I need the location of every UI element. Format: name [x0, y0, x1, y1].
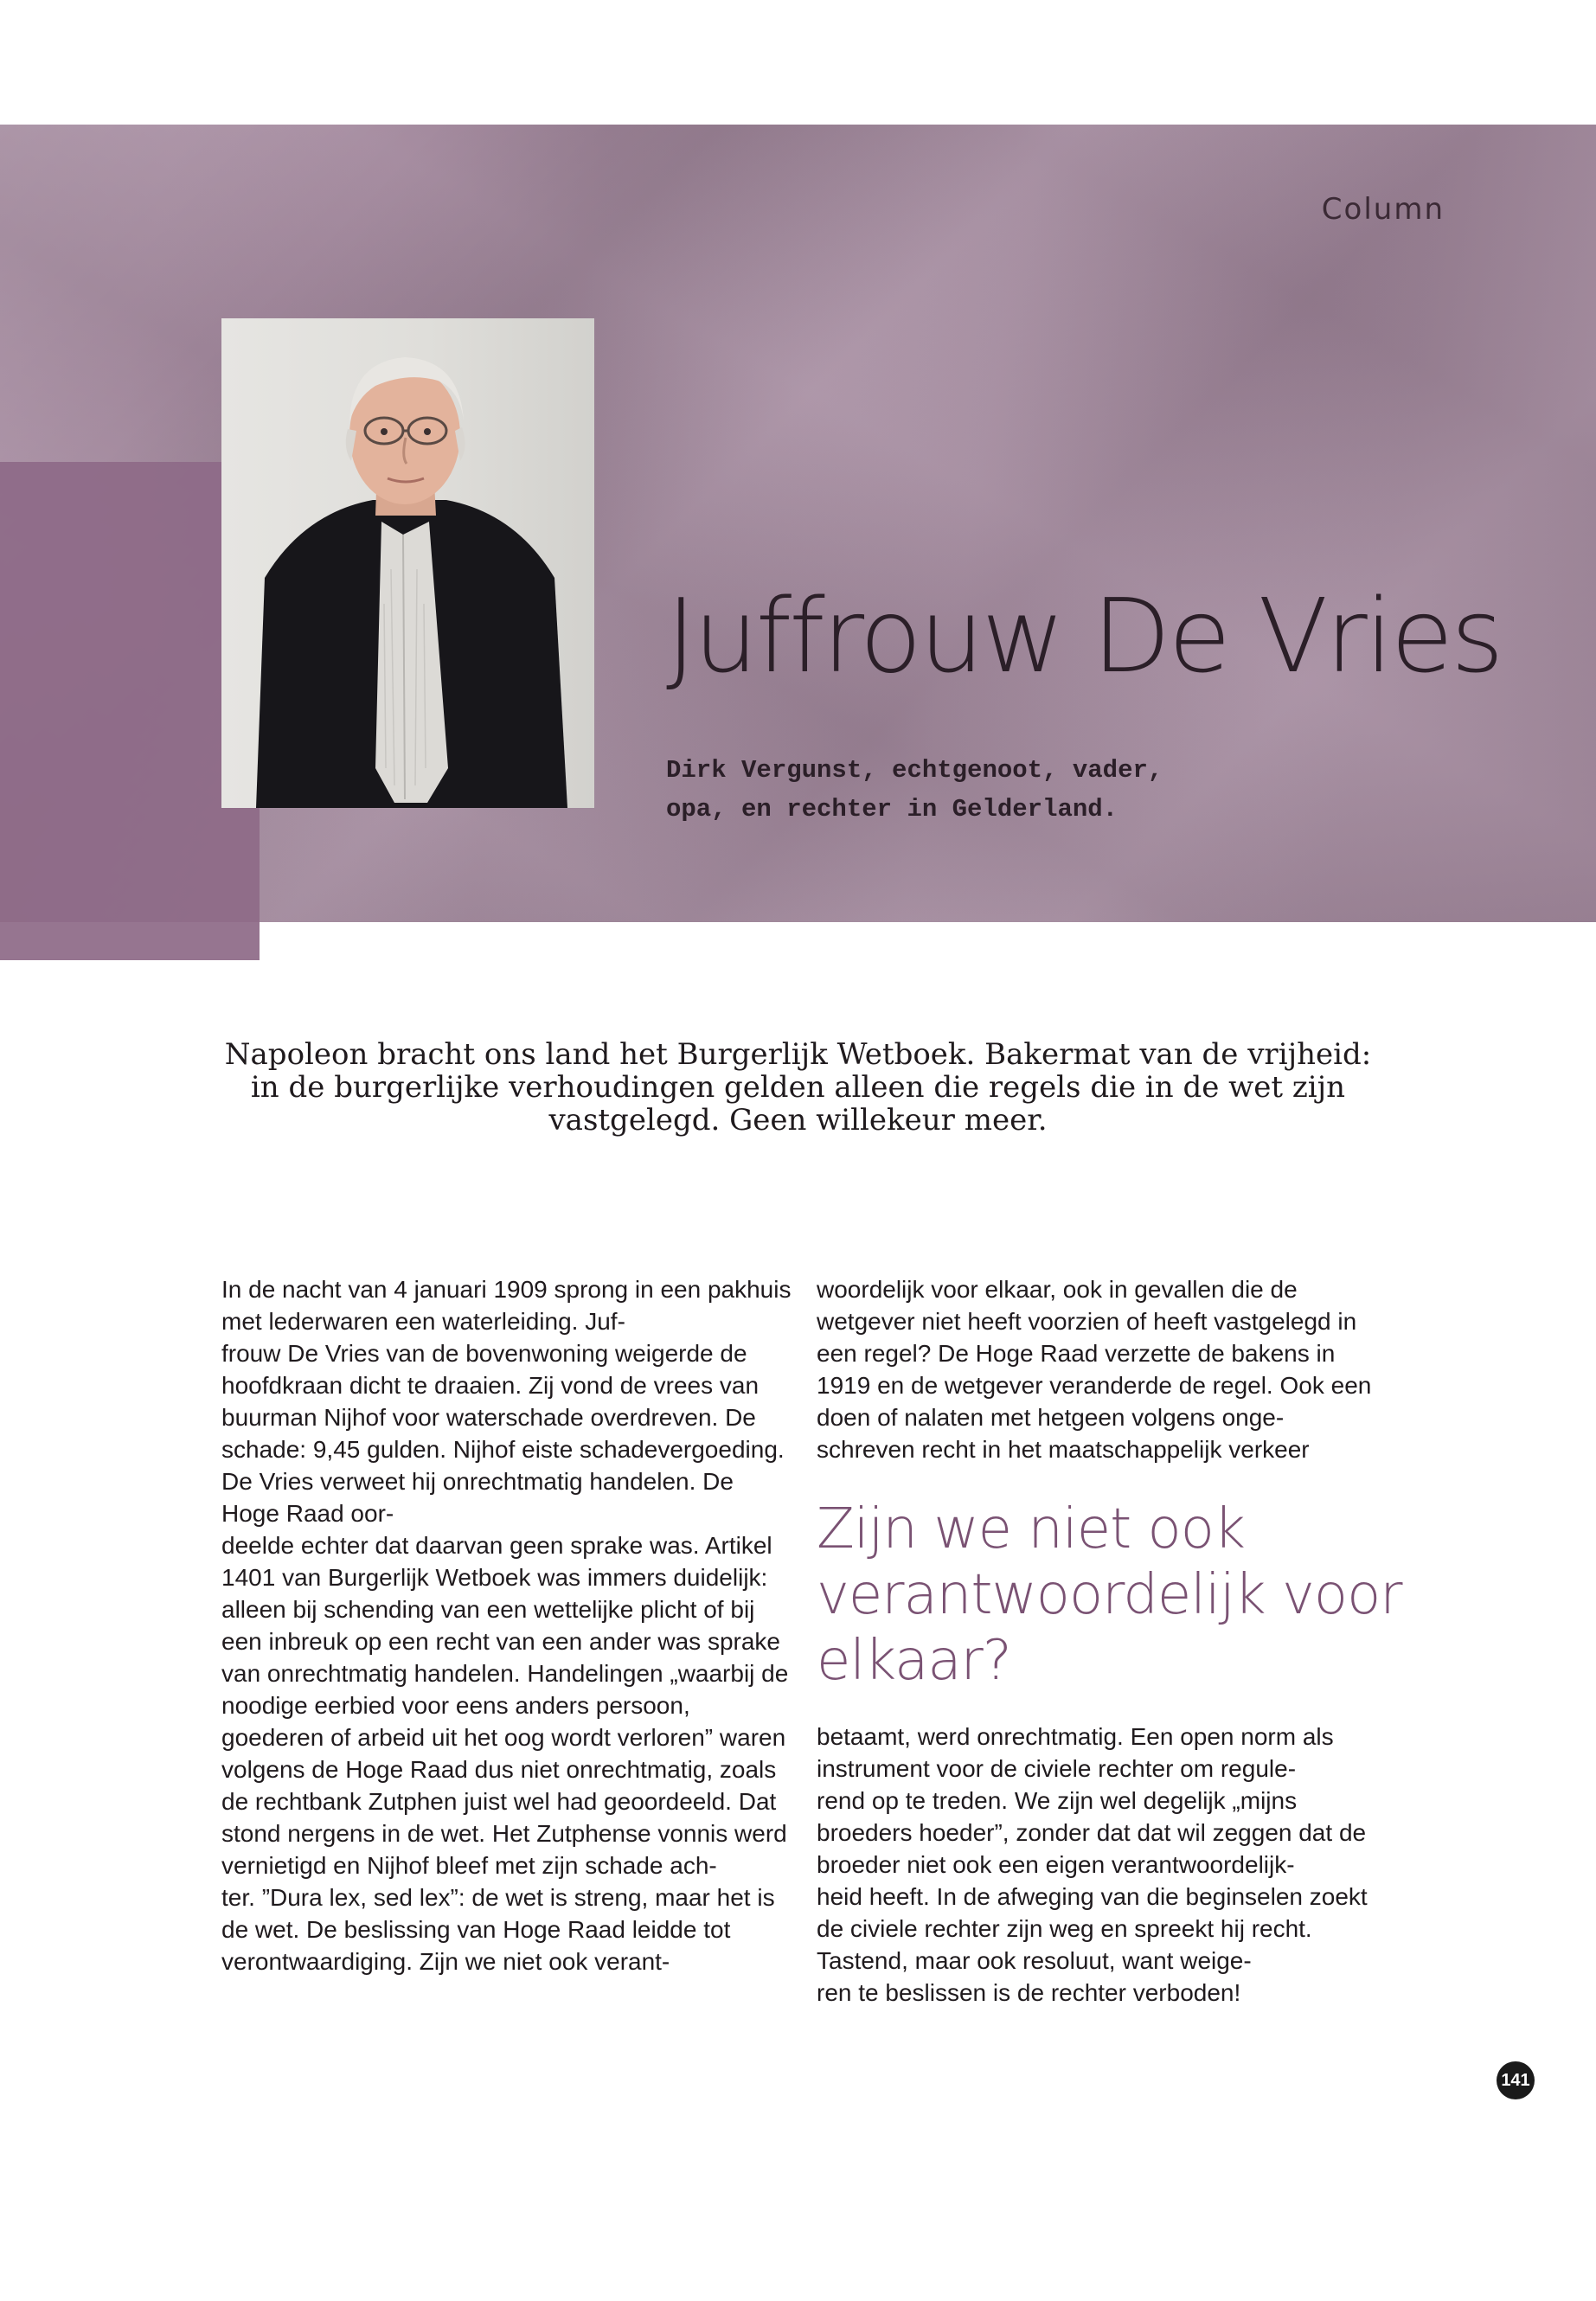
article-intro: Napoleon bracht ons land het Burgerlijk Wetboek. Bakermat van de vrijheid: in de burgerlijke verhoudingen gelden alleen die regels die in de wet zijn vastgelegd. Geen willekeur meer. — [224, 1037, 1372, 1138]
body-column-right-top: woordelijk voor elkaar, ook in gevallen die de wetgever niet heeft voorzien of heeft vastgelegd in een regel? De Hoge Raad verzette de bakens in 1919 en de wetgever veranderde de regel. Ook een doen of nalaten met hetgeen volgens onge- schreven recht in het maatschappelijk verkeer — [817, 1276, 1372, 1463]
article-title: Juffrouw De Vries — [666, 576, 1502, 695]
section-label: Column — [1321, 192, 1445, 227]
body-column-right-bottom: betaamt, werd onrechtmatig. Een open norm als instrument voor de civiele rechter om regule- rend op te treden. We zijn wel degelijk „mijns broeders hoeder”, zonder dat dat wil zeggen dat de broeder niet ook een eigen verantwoordelijk- heid heeft. In de afweging van die beginselen zoekt de civiele rechter zijn weg en spreekt hij recht. Tastend, maar ook resoluut, want weige- ren te beslissen is de rechter verboden! — [817, 1723, 1368, 2006]
body-column-left: In de nacht van 4 januari 1909 sprong in een pakhuis met lederwaren een waterleiding. Juf- frouw De Vries van de bovenwoning weigerde de hoofdkraan dicht te draaien. Zij vond de vrees van buurman Nijhof voor waterschade overdreven. De schade: 9,45 gulden. Nijhof eiste schadevergoeding. De Vries verweet hij onrechtmatig handelen. De Hoge Raad oor- deelde echter dat daarvan geen sprake was. Artikel 1401 van Burgerlijk Wetboek was immers duidelijk: alleen bij schending van een wettelijke plicht of bij een inbreuk op een recht van een ander was sprake van onrechtmatig handelen. Handelingen „waarbij de noodige eerbied voor eens anders persoon, goederen of arbeid uit het oog wordt verloren” waren volgens de Hoge Raad dus niet onrechtmatig, zoals de rechtbank Zutphen juist wel had geoordeeld. Dat stond nergens in de wet. Het Zutphense vonnis werd vernietigd en Nijhof bleef met zijn schade ach- ter. ”Dura lex, sed lex”: de wet is streng, maar het is de wet. De beslissing van Hoge Raad leidde tot verontwaardiging. Zijn we niet ook verant- — [221, 1276, 792, 1975]
accent-block — [0, 462, 260, 960]
page-number: 141 — [1497, 2061, 1535, 2099]
pull-quote: Zijn we niet ook verantwoordelijk voor elkaar? — [817, 1497, 1402, 1693]
author-byline: Dirk Vergunst, echtgenoot, vader, opa, en rechter in Gelderland. — [666, 756, 1163, 824]
author-portrait — [221, 318, 594, 808]
